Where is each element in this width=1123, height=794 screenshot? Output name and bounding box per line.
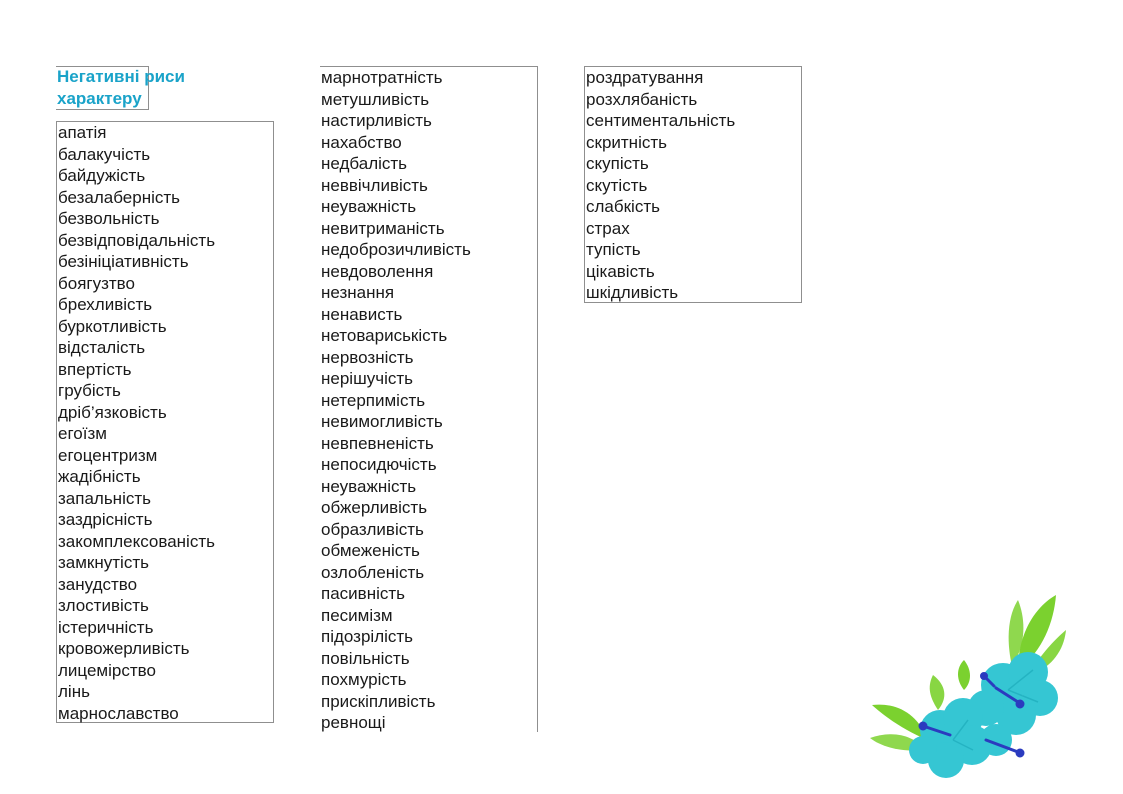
list-item: неуважність <box>321 197 417 216</box>
list-item: неввічливість <box>321 175 428 195</box>
list-item: марнославство <box>58 703 179 723</box>
list-item: марнотратність <box>321 68 443 87</box>
list-item: образливість <box>321 519 424 539</box>
list-item: тупість <box>586 240 641 259</box>
list-item: скутість <box>586 175 648 195</box>
list-item: обмеженість <box>321 541 420 560</box>
list-item: ревнощі <box>321 713 386 732</box>
list-item: балакучість <box>58 144 151 164</box>
list-item: невдоволення <box>321 261 434 281</box>
list-item: лицемірство <box>58 660 156 680</box>
petals <box>909 652 1058 778</box>
list-item: похмурість <box>321 670 407 689</box>
list-item: грубість <box>58 381 121 400</box>
list-item: безініціативність <box>58 252 189 271</box>
list-item: невимогливість <box>321 412 443 431</box>
list-item: боягузтво <box>58 273 135 293</box>
list-item: безалаберність <box>58 187 181 207</box>
list-item: дріб’язковість <box>58 402 167 422</box>
list-item: буркотливість <box>58 316 167 336</box>
list-item: апатія <box>58 123 107 142</box>
list-item: заздрісність <box>58 510 153 529</box>
list-item: нервозність <box>321 347 414 367</box>
list-item: повільність <box>321 648 410 668</box>
list-item: нахабство <box>321 132 402 152</box>
list-item: пасивність <box>321 584 405 603</box>
list-item: байдужість <box>58 166 146 185</box>
list-item: невпевненість <box>321 433 434 453</box>
list-item: роздратування <box>586 68 704 87</box>
list-item: скупість <box>586 154 649 173</box>
list-item: метушливість <box>321 89 430 109</box>
list-item: сентиментальність <box>586 111 736 130</box>
list-item: скритність <box>586 132 667 152</box>
list-item: нетовариськість <box>321 326 448 345</box>
list-item: песимізм <box>321 605 393 625</box>
word-column-1 <box>56 121 274 723</box>
list-item: егоцентризм <box>58 445 158 465</box>
list-item: занудство <box>58 574 138 594</box>
list-item: впертість <box>58 359 132 379</box>
list-item: незнання <box>321 283 395 302</box>
list-item: лінь <box>58 682 90 701</box>
list-item: істеричність <box>58 617 154 637</box>
list-item: егоїзм <box>58 424 107 443</box>
list-item: невитриманість <box>321 218 445 238</box>
list-item: настирливість <box>321 111 432 130</box>
word-column-2 <box>320 66 538 732</box>
list-item: страх <box>586 218 630 238</box>
list-item: підозрілість <box>321 627 414 646</box>
list-item: розхлябаність <box>586 89 698 109</box>
word-list-1 <box>57 122 273 724</box>
list-item: відсталість <box>58 338 146 357</box>
list-item: запальність <box>58 488 151 508</box>
word-column-3 <box>584 66 802 303</box>
list-item: закомплексованість <box>58 531 215 551</box>
list-item: цікавість <box>586 261 655 281</box>
list-item: шкідливість <box>586 283 679 302</box>
word-list-2 <box>320 67 537 734</box>
list-item: замкнутість <box>58 553 149 572</box>
hibiscus-flowers-icon <box>868 590 1068 780</box>
list-item: обжерливість <box>321 498 428 517</box>
list-item: недоброзичливість <box>321 240 471 259</box>
list-item: неуважність <box>321 476 417 496</box>
page-title: Негативні риси характеру <box>57 67 185 108</box>
list-item: злостивість <box>58 596 149 615</box>
list-item: недбалість <box>321 154 408 173</box>
list-item: нерішучість <box>321 369 413 388</box>
list-item: нетерпимість <box>321 390 426 410</box>
word-list-3 <box>585 67 801 304</box>
list-item: озлобленість <box>321 562 425 582</box>
list-item: непосидючість <box>321 455 437 474</box>
list-item: жадібність <box>58 467 141 486</box>
list-item: безвольність <box>58 209 160 228</box>
list-item: ненависть <box>321 304 403 324</box>
list-item: брехливість <box>58 295 153 314</box>
list-item: слабкість <box>586 197 660 216</box>
list-item: безвідповідальність <box>58 230 216 250</box>
list-item: кровожерливість <box>58 639 190 658</box>
list-item: прискіпливість <box>321 691 436 711</box>
